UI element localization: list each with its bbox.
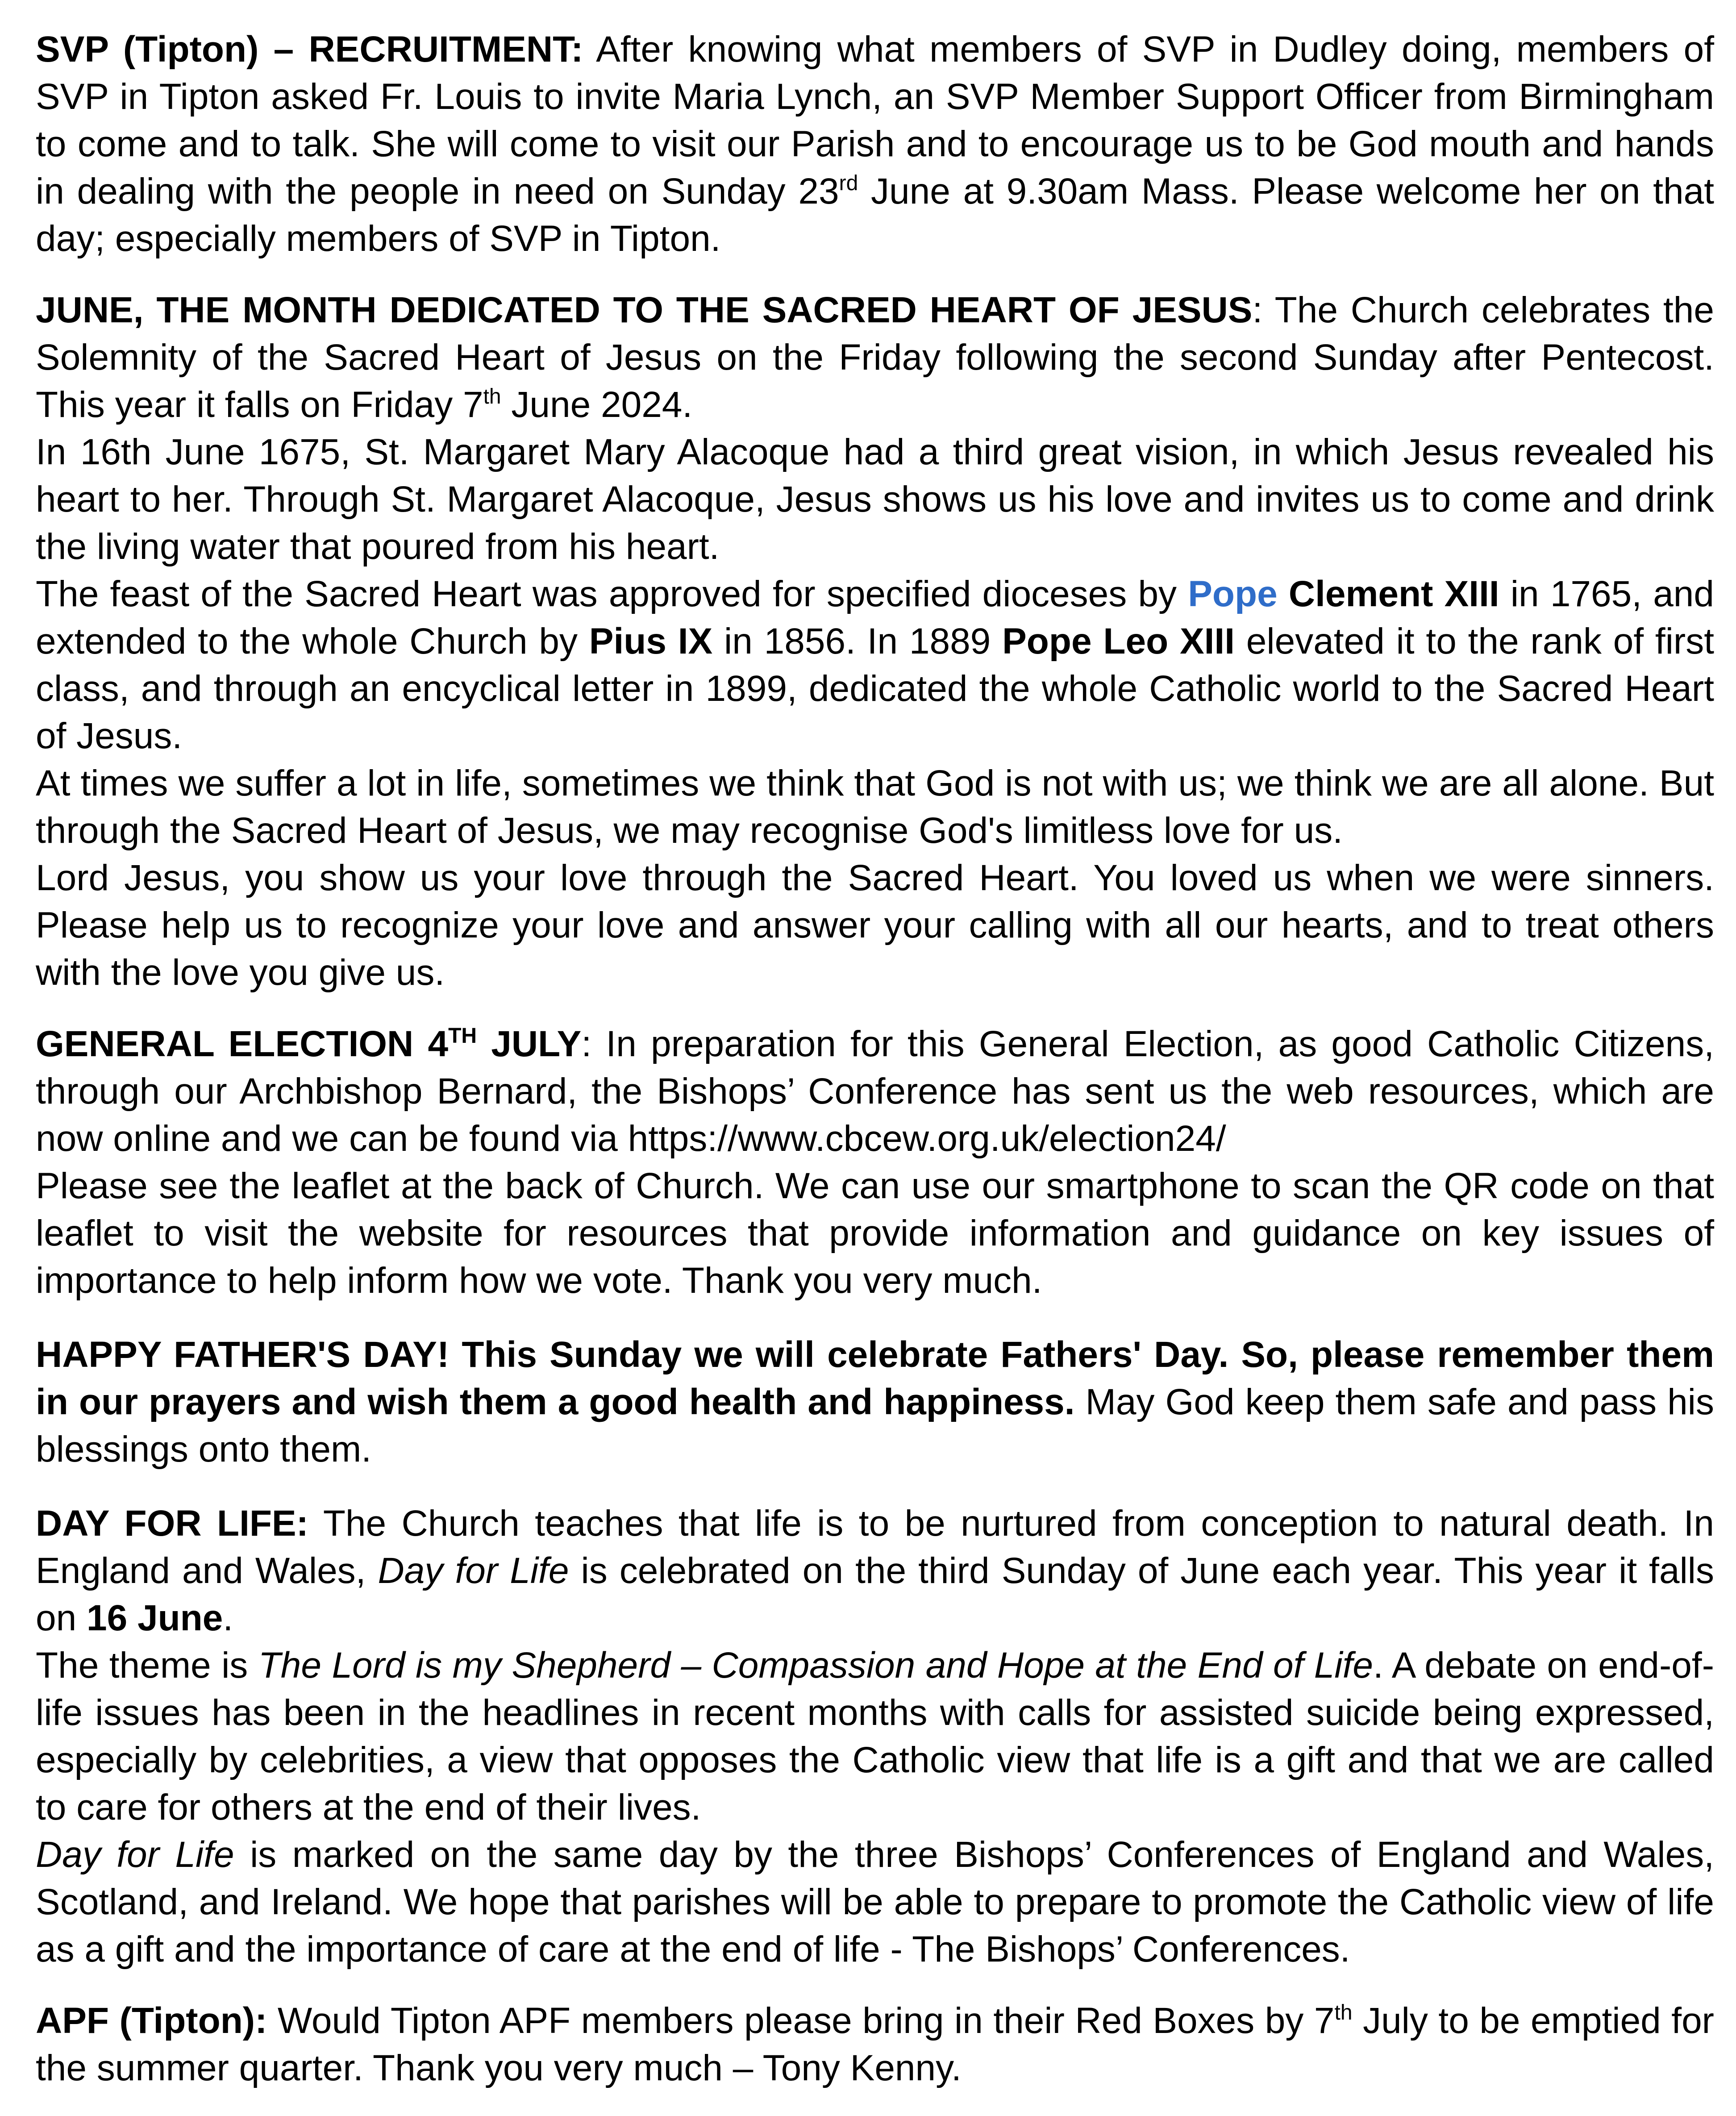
sacred-heart-section [36, 287, 1714, 996]
pope-link[interactable]: Pope [1188, 574, 1278, 614]
svp-recruitment-sup: rd [839, 171, 858, 195]
day-for-life-paragraph-1 [36, 1500, 1714, 1642]
day-for-life-p1-italic: Day for Life [378, 1550, 569, 1591]
sacred-heart-paragraph-4: At times we suffer a lot in life, sometimes we think that God is not with us; we think we are all alone. But through the Sacred Heart of Jesus, we may recognise God's limitless love for us. [36, 763, 1714, 851]
sacred-heart-paragraph-3 [36, 571, 1714, 760]
general-election-heading-a: GENERAL ELECTION 4 [36, 1024, 449, 1064]
day-for-life-paragraph-3 [36, 1831, 1714, 1973]
sacred-heart-p3-text-c: in 1856. In 1889 [712, 621, 1003, 662]
day-for-life-paragraph-2 [36, 1642, 1714, 1831]
svp-recruitment-section [36, 26, 1714, 262]
sacred-heart-paragraph-2: In 16th June 1675, St. Margaret Mary Alacoque had a third great vision, in which Jesus revealed his heart to her. Through St. Margaret Alacoque, Jesus shows us his love and invites us to come and drink the living water that poured from his heart. [36, 432, 1714, 567]
apf-text-b: July to be emptied for the summer quarter. Thank you very much – Tony Kenny. [36, 2000, 1714, 2088]
day-for-life-heading: DAY FOR LIFE: [36, 1503, 308, 1544]
svp-recruitment-text-a: After knowing what members of SVP in Dudley doing, members of SVP in Tipton asked Fr. Louis to invite Maria Lynch, an SVP Member Support Officer from Birmingham to come and to talk. She will come to visit our Parish and to encourage us to be God mouth and hands in dealing with the people in need on Sunday 23 [36, 29, 1715, 212]
newsletter-page [36, 26, 1714, 2116]
sacred-heart-p3-text-b: in 1765, and extended to the whole Church by [36, 574, 1715, 662]
day-for-life-p1-text-c: . [223, 1598, 233, 1638]
general-election-paragraph-1 [36, 1021, 1714, 1162]
apf-heading: APF (Tipton): [36, 2000, 267, 2041]
sacred-heart-p1-text-a: : The Church celebrates the Solemnity of the Sacred Heart of Jesus on the Friday following the second Sunday after Pentecost. This year it falls on Friday 7 [36, 290, 1714, 425]
apf-paragraph [36, 1997, 1714, 2092]
sacred-heart-paragraph-1 [36, 287, 1714, 429]
day-for-life-p1-bold-date: 16 June [87, 1598, 223, 1638]
day-for-life-p1-text-b: is celebrated on the third Sunday of June each year. This year it falls on [36, 1550, 1715, 1638]
svp-recruitment-heading: SVP (Tipton) – RECRUITMENT: [36, 29, 583, 70]
day-for-life-p2-text-b: . A debate on end-of-life issues has been in the headlines in recent months with calls for assisted suicide being expressed, especially by celebrities, a view that opposes the Catholic view that life is a gift and that we are called to care for others at the end of their lives. [36, 1645, 1715, 1828]
apf-sup: th [1334, 2001, 1353, 2024]
day-for-life-p1-text-a: The Church teaches that life is to be nurtured from conception to natural death. In England and Wales, [36, 1503, 1714, 1591]
fathers-day-paragraph [36, 1331, 1714, 1473]
day-for-life-p2-italic-theme: The Lord is my Shepherd – Compassion and Hope at the End of Life [258, 1645, 1374, 1686]
day-for-life-p2-text-a: The theme is [36, 1645, 258, 1686]
fathers-day-section [36, 1331, 1714, 1473]
general-election-heading-sup: TH [448, 1024, 477, 1048]
apf-section [36, 1997, 1714, 2092]
sacred-heart-paragraph-5: Lord Jesus, you show us your love through the Sacred Heart. You loved us when we were sinners. Please help us to recognize your love and answer your calling with all our hearts, and to treat others with the love you give us. [36, 858, 1714, 993]
fathers-day-text: May God keep them safe and pass his blessings onto them. [36, 1382, 1714, 1470]
sacred-heart-heading: JUNE, THE MONTH DEDICATED TO THE SACRED HEART OF JESUS [36, 290, 1253, 330]
general-election-paragraph-2: Please see the leaflet at the back of Church. We can use our smartphone to scan the QR code on that leaflet to visit the website for resources that provide information and guidance on key issues of importance to help inform how we vote. Thank you very much. [36, 1166, 1714, 1301]
sacred-heart-p1-sup: th [483, 385, 501, 408]
sacred-heart-p3-text-d: elevated it to the rank of first class, and through an encyclical letter in 1899, dedicated the whole Catholic world to the Sacred Heart of Jesus. [36, 621, 1714, 756]
fathers-day-bold-text: HAPPY FATHER'S DAY! This Sunday we will celebrate Fathers' Day. So, please remember them in our prayers and wish them a good health and happiness. [36, 1334, 1714, 1422]
day-for-life-p3-italic: Day for Life [36, 1834, 234, 1875]
day-for-life-p3-text-a: is marked on the same day by the three Bishops’ Conferences of England and Wales, Scotland, and Ireland. We hope that parishes will be able to prepare to promote the Catholic view of life as a gift and the importance of care at the end of life - The Bishops’ Conferences. [36, 1834, 1714, 1970]
general-election-p1-text: : In preparation for this General Election, as good Catholic Citizens, through our Archbishop Bernard, the Bishops’ Conference has sent us the web resources, which are now online and we can be found via https://www.cbcew.org.uk/election24/ [36, 1024, 1714, 1159]
general-election-section [36, 1021, 1714, 1304]
pius-ix-name: Pius IX [589, 621, 713, 662]
pope-leo-xiii-name: Pope Leo XIII [1002, 621, 1235, 662]
day-for-life-section [36, 1500, 1714, 1973]
general-election-heading [36, 1024, 581, 1064]
sacred-heart-p1-text-b: June 2024. [501, 384, 693, 425]
clement-xiii-name: Clement XIII [1277, 574, 1499, 614]
svp-recruitment-paragraph [36, 26, 1714, 262]
general-election-heading-b: JULY [477, 1024, 582, 1064]
svp-recruitment-text-b: June at 9.30am Mass. Please welcome her on that day; especially members of SVP in Tipton. [36, 171, 1715, 259]
sacred-heart-p3-text-a: The feast of the Sacred Heart was approved for specified dioceses by [36, 574, 1188, 614]
apf-text-a: Would Tipton APF members please bring in their Red Boxes by 7 [267, 2000, 1335, 2041]
